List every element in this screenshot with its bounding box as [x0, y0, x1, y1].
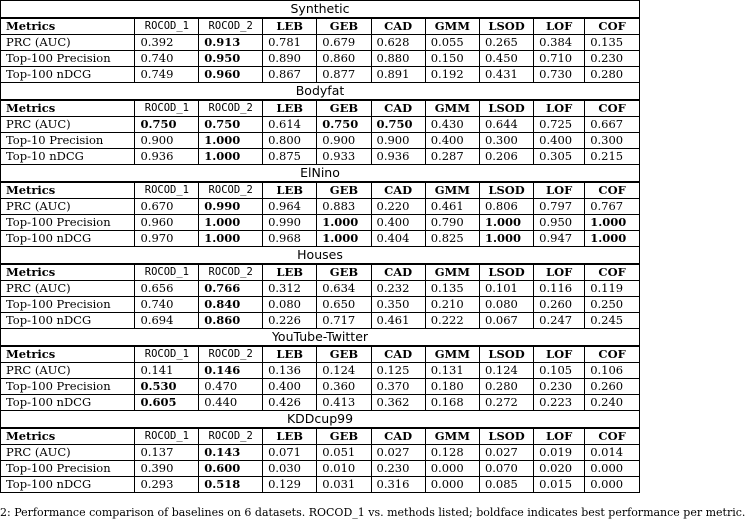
metric-value: 0.867: [263, 67, 317, 83]
metric-value: 1.000: [585, 231, 639, 247]
metric-value: 0.222: [425, 313, 479, 329]
metric-label: Top-100 nDCG: [1, 231, 135, 247]
metric-value: 0.135: [585, 35, 639, 51]
metric-value: 0.293: [135, 477, 199, 493]
metric-value: 0.628: [371, 35, 425, 51]
metric-value: 0.020: [534, 461, 585, 477]
column-header: ROCOD_1: [135, 101, 199, 117]
table-row: [1, 51, 639, 67]
metric-value: 0.272: [479, 395, 533, 411]
metric-label: PRC (AUC): [1, 363, 135, 379]
metric-value: 0.125: [371, 363, 425, 379]
metric-label: PRC (AUC): [1, 117, 135, 133]
metric-value: 0.634: [317, 281, 371, 297]
metric-label: Top-100 Precision: [1, 51, 135, 67]
table-row: [1, 133, 639, 149]
metric-value: 0.287: [425, 149, 479, 165]
metric-value: 0.933: [317, 149, 371, 165]
metric-value: 0.960: [135, 215, 199, 231]
results-table: [1, 346, 639, 410]
table-row: [1, 395, 639, 411]
metric-value: 1.000: [479, 215, 533, 231]
metric-value: 0.180: [425, 379, 479, 395]
column-header: LSOD: [479, 101, 533, 117]
metric-value: 0.260: [534, 297, 585, 313]
metric-value: 0.990: [199, 199, 263, 215]
metric-value: 0.085: [479, 477, 533, 493]
column-header: LOF: [534, 19, 585, 35]
column-header: COF: [585, 183, 639, 199]
metric-label: Top-100 nDCG: [1, 477, 135, 493]
column-header: ROCOD_1: [135, 183, 199, 199]
column-header: GMM: [425, 265, 479, 281]
metric-value: 0.960: [199, 67, 263, 83]
metric-value: 1.000: [199, 215, 263, 231]
metric-value: 0.936: [135, 149, 199, 165]
header-row: [1, 265, 639, 281]
metric-value: 0.600: [199, 461, 263, 477]
metric-value: 0.767: [585, 199, 639, 215]
metric-value: 0.070: [479, 461, 533, 477]
metric-value: 0.232: [371, 281, 425, 297]
metric-value: 0.031: [317, 477, 371, 493]
dataset-block-kddcup99: [0, 410, 640, 493]
dataset-block-synthetic: [0, 0, 640, 82]
table-row: [1, 231, 639, 247]
metric-value: 0.215: [585, 149, 639, 165]
metric-value: 0.404: [371, 231, 425, 247]
metric-value: 1.000: [585, 215, 639, 231]
metric-value: 0.116: [534, 281, 585, 297]
metric-value: 0.750: [371, 117, 425, 133]
metric-value: 0.230: [585, 51, 639, 67]
metric-value: 0.461: [425, 199, 479, 215]
metric-value: 0.305: [534, 149, 585, 165]
column-header: GMM: [425, 101, 479, 117]
table-row: [1, 215, 639, 231]
results-table: [1, 264, 639, 328]
metric-value: 0.947: [534, 231, 585, 247]
metric-value: 0.825: [425, 231, 479, 247]
metric-value: 0.192: [425, 67, 479, 83]
table-row: [1, 281, 639, 297]
header-row: [1, 101, 639, 117]
metric-value: 0.051: [317, 445, 371, 461]
metric-value: 0.124: [317, 363, 371, 379]
metric-value: 0.370: [371, 379, 425, 395]
metric-value: 0.119: [585, 281, 639, 297]
column-header: Metrics: [1, 429, 135, 445]
metric-value: 0.019: [534, 445, 585, 461]
metric-value: 0.740: [135, 51, 199, 67]
metric-value: 1.000: [317, 215, 371, 231]
metric-value: 0.135: [425, 281, 479, 297]
column-header: ROCOD_1: [135, 429, 199, 445]
metric-value: 0.750: [135, 117, 199, 133]
metric-value: 0.717: [317, 313, 371, 329]
metric-value: 0.030: [263, 461, 317, 477]
metric-value: 0.667: [585, 117, 639, 133]
column-header: ROCOD_2: [199, 265, 263, 281]
metric-value: 0.710: [534, 51, 585, 67]
metric-value: 0.312: [263, 281, 317, 297]
metric-label: Top-10 nDCG: [1, 149, 135, 165]
dataset-title: Synthetic: [1, 1, 639, 18]
metric-value: 0.890: [263, 51, 317, 67]
column-header: ROCOD_2: [199, 183, 263, 199]
metric-label: Top-100 Precision: [1, 379, 135, 395]
metric-value: 0.230: [371, 461, 425, 477]
metric-value: 0.790: [425, 215, 479, 231]
metric-value: 0.080: [263, 297, 317, 313]
metric-value: 0.105: [534, 363, 585, 379]
dataset-block-bodyfat: [0, 82, 640, 164]
metric-value: 0.101: [479, 281, 533, 297]
column-header: ROCOD_2: [199, 429, 263, 445]
metric-value: 0.950: [534, 215, 585, 231]
metric-value: 0.226: [263, 313, 317, 329]
metric-value: 0.913: [199, 35, 263, 51]
metric-value: 0.027: [371, 445, 425, 461]
dataset-block-youtube-twitter: [0, 328, 640, 410]
table-row: [1, 199, 639, 215]
metric-value: 0.080: [479, 297, 533, 313]
metric-value: 0.230: [534, 379, 585, 395]
column-header: ROCOD_1: [135, 19, 199, 35]
column-header: COF: [585, 347, 639, 363]
results-table: [1, 428, 639, 492]
metric-value: 0.400: [263, 379, 317, 395]
metric-value: 0.860: [199, 313, 263, 329]
column-header: ROCOD_2: [199, 347, 263, 363]
metric-value: 0.605: [135, 395, 199, 411]
header-row: [1, 429, 639, 445]
metric-value: 0.740: [135, 297, 199, 313]
column-header: GMM: [425, 183, 479, 199]
column-header: GMM: [425, 347, 479, 363]
metric-value: 0.900: [317, 133, 371, 149]
metric-value: 0.860: [317, 51, 371, 67]
header-row: [1, 19, 639, 35]
metric-value: 0.968: [263, 231, 317, 247]
column-header: ROCOD_1: [135, 265, 199, 281]
metric-value: 0.220: [371, 199, 425, 215]
column-header: LOF: [534, 265, 585, 281]
metric-value: 0.146: [199, 363, 263, 379]
column-header: GMM: [425, 19, 479, 35]
table-row: [1, 461, 639, 477]
metric-value: 0.245: [585, 313, 639, 329]
column-header: GEB: [317, 265, 371, 281]
column-header: Metrics: [1, 265, 135, 281]
dataset-title: Bodyfat: [1, 83, 639, 100]
metric-label: Top-10 Precision: [1, 133, 135, 149]
metric-value: 0.440: [199, 395, 263, 411]
metric-value: 0.055: [425, 35, 479, 51]
table-row: [1, 313, 639, 329]
metric-value: 0.650: [317, 297, 371, 313]
column-header: Metrics: [1, 101, 135, 117]
metric-value: 0.400: [371, 215, 425, 231]
column-header: GEB: [317, 19, 371, 35]
column-header: LOF: [534, 429, 585, 445]
metric-value: 0.990: [263, 215, 317, 231]
column-header: LSOD: [479, 265, 533, 281]
column-header: LSOD: [479, 183, 533, 199]
metric-value: 0.067: [479, 313, 533, 329]
column-header: CAD: [371, 429, 425, 445]
metric-value: 1.000: [199, 133, 263, 149]
column-header: Metrics: [1, 347, 135, 363]
metric-value: 0.644: [479, 117, 533, 133]
column-header: GEB: [317, 347, 371, 363]
metric-value: 0.877: [317, 67, 371, 83]
column-header: LEB: [263, 265, 317, 281]
metric-value: 0.390: [135, 461, 199, 477]
metric-value: 0.350: [371, 297, 425, 313]
column-header: LOF: [534, 347, 585, 363]
metric-value: 0.900: [135, 133, 199, 149]
metric-label: PRC (AUC): [1, 445, 135, 461]
metric-value: 0.280: [479, 379, 533, 395]
metric-label: Top-100 Precision: [1, 297, 135, 313]
column-header: CAD: [371, 265, 425, 281]
metric-value: 0.223: [534, 395, 585, 411]
metric-value: 0.670: [135, 199, 199, 215]
metric-value: 0.300: [585, 133, 639, 149]
metric-value: 0.250: [585, 297, 639, 313]
metric-value: 0.766: [199, 281, 263, 297]
metric-label: Top-100 Precision: [1, 215, 135, 231]
metric-value: 0.694: [135, 313, 199, 329]
metric-value: 0.000: [585, 461, 639, 477]
metric-value: 0.470: [199, 379, 263, 395]
column-header: COF: [585, 429, 639, 445]
table-row: [1, 445, 639, 461]
column-header: GMM: [425, 429, 479, 445]
results-table: [1, 18, 639, 82]
metric-value: 0.143: [199, 445, 263, 461]
metric-value: 0.129: [263, 477, 317, 493]
metric-value: 0.970: [135, 231, 199, 247]
metric-value: 0.400: [534, 133, 585, 149]
column-header: LOF: [534, 183, 585, 199]
dataset-title: YouTube-Twitter: [1, 329, 639, 346]
metric-value: 0.936: [371, 149, 425, 165]
table-row: [1, 363, 639, 379]
metric-value: 0.950: [199, 51, 263, 67]
metric-value: 0.015: [534, 477, 585, 493]
metric-value: 0.141: [135, 363, 199, 379]
metric-value: 0.300: [479, 133, 533, 149]
metric-value: 0.426: [263, 395, 317, 411]
metric-value: 0.362: [371, 395, 425, 411]
metric-label: PRC (AUC): [1, 199, 135, 215]
column-header: COF: [585, 265, 639, 281]
metric-label: Top-100 nDCG: [1, 67, 135, 83]
metric-value: 0.725: [534, 117, 585, 133]
column-header: LEB: [263, 183, 317, 199]
metric-value: 0.749: [135, 67, 199, 83]
metric-value: 0.875: [263, 149, 317, 165]
column-header: LOF: [534, 101, 585, 117]
metric-label: Top-100 nDCG: [1, 395, 135, 411]
metric-value: 0.800: [263, 133, 317, 149]
metric-value: 0.240: [585, 395, 639, 411]
metric-value: 0.316: [371, 477, 425, 493]
metric-value: 0.000: [425, 461, 479, 477]
column-header: COF: [585, 101, 639, 117]
column-header: Metrics: [1, 183, 135, 199]
column-header: GEB: [317, 101, 371, 117]
table-row: [1, 477, 639, 493]
column-header: Metrics: [1, 19, 135, 35]
metric-value: 0.136: [263, 363, 317, 379]
header-row: [1, 347, 639, 363]
metric-value: 0.124: [479, 363, 533, 379]
column-header: CAD: [371, 347, 425, 363]
metric-value: 0.392: [135, 35, 199, 51]
column-header: CAD: [371, 101, 425, 117]
metric-value: 0.880: [371, 51, 425, 67]
metric-value: 0.131: [425, 363, 479, 379]
metric-value: 0.530: [135, 379, 199, 395]
table-row: [1, 379, 639, 395]
metric-value: 0.883: [317, 199, 371, 215]
column-header: LEB: [263, 429, 317, 445]
column-header: LEB: [263, 19, 317, 35]
metric-label: Top-100 Precision: [1, 461, 135, 477]
dataset-title: Houses: [1, 247, 639, 264]
column-header: LEB: [263, 101, 317, 117]
metric-value: 0.027: [479, 445, 533, 461]
metric-value: 0.210: [425, 297, 479, 313]
results-table: [1, 182, 639, 246]
metric-value: 0.168: [425, 395, 479, 411]
metric-value: 0.150: [425, 51, 479, 67]
metric-value: 0.450: [479, 51, 533, 67]
column-header: LEB: [263, 347, 317, 363]
column-header: ROCOD_1: [135, 347, 199, 363]
metric-value: 1.000: [317, 231, 371, 247]
metric-value: 0.891: [371, 67, 425, 83]
header-row: [1, 183, 639, 199]
metric-value: 0.679: [317, 35, 371, 51]
metric-value: 1.000: [199, 231, 263, 247]
column-header: GEB: [317, 429, 371, 445]
metric-value: 0.247: [534, 313, 585, 329]
dataset-block-houses: [0, 246, 640, 328]
metric-value: 0.797: [534, 199, 585, 215]
table-row: [1, 149, 639, 165]
metric-value: 0.656: [135, 281, 199, 297]
column-header: LSOD: [479, 347, 533, 363]
metric-value: 0.071: [263, 445, 317, 461]
metric-value: 0.750: [199, 117, 263, 133]
metric-value: 0.206: [479, 149, 533, 165]
dataset-title: ElNino: [1, 165, 639, 182]
metric-value: 0.781: [263, 35, 317, 51]
metric-label: Top-100 nDCG: [1, 313, 135, 329]
metric-value: 0.964: [263, 199, 317, 215]
metric-value: 0.280: [585, 67, 639, 83]
table-caption: 2: Performance comparison of baselines on 6 datasets. ROCOD_1 vs. methods listed; boldface indicates best performance per metric.: [0, 506, 745, 519]
metric-value: 0.000: [425, 477, 479, 493]
metric-value: 0.260: [585, 379, 639, 395]
metric-value: 0.840: [199, 297, 263, 313]
metric-value: 0.014: [585, 445, 639, 461]
column-header: COF: [585, 19, 639, 35]
metric-value: 0.128: [425, 445, 479, 461]
metric-value: 0.750: [317, 117, 371, 133]
table-row: [1, 297, 639, 313]
results-table: [1, 100, 639, 164]
column-header: GEB: [317, 183, 371, 199]
column-header: CAD: [371, 183, 425, 199]
metric-value: 0.730: [534, 67, 585, 83]
metric-value: 1.000: [479, 231, 533, 247]
metric-value: 0.384: [534, 35, 585, 51]
metric-value: 0.400: [425, 133, 479, 149]
metric-value: 0.900: [371, 133, 425, 149]
metric-value: 0.430: [425, 117, 479, 133]
metric-value: 0.806: [479, 199, 533, 215]
dataset-block-elnino: [0, 164, 640, 246]
metric-value: 0.137: [135, 445, 199, 461]
column-header: LSOD: [479, 19, 533, 35]
column-header: LSOD: [479, 429, 533, 445]
metric-value: 0.614: [263, 117, 317, 133]
metric-value: 0.106: [585, 363, 639, 379]
column-header: CAD: [371, 19, 425, 35]
metric-value: 0.010: [317, 461, 371, 477]
dataset-title: KDDcup99: [1, 411, 639, 428]
metric-value: 1.000: [199, 149, 263, 165]
metric-label: PRC (AUC): [1, 281, 135, 297]
metric-label: PRC (AUC): [1, 35, 135, 51]
metric-value: 0.000: [585, 477, 639, 493]
metric-value: 0.265: [479, 35, 533, 51]
column-header: ROCOD_2: [199, 19, 263, 35]
metric-value: 0.431: [479, 67, 533, 83]
metric-value: 0.518: [199, 477, 263, 493]
table-row: [1, 35, 639, 51]
column-header: ROCOD_2: [199, 101, 263, 117]
table-row: [1, 67, 639, 83]
table-row: [1, 117, 639, 133]
metric-value: 0.360: [317, 379, 371, 395]
metric-value: 0.413: [317, 395, 371, 411]
metric-value: 0.461: [371, 313, 425, 329]
